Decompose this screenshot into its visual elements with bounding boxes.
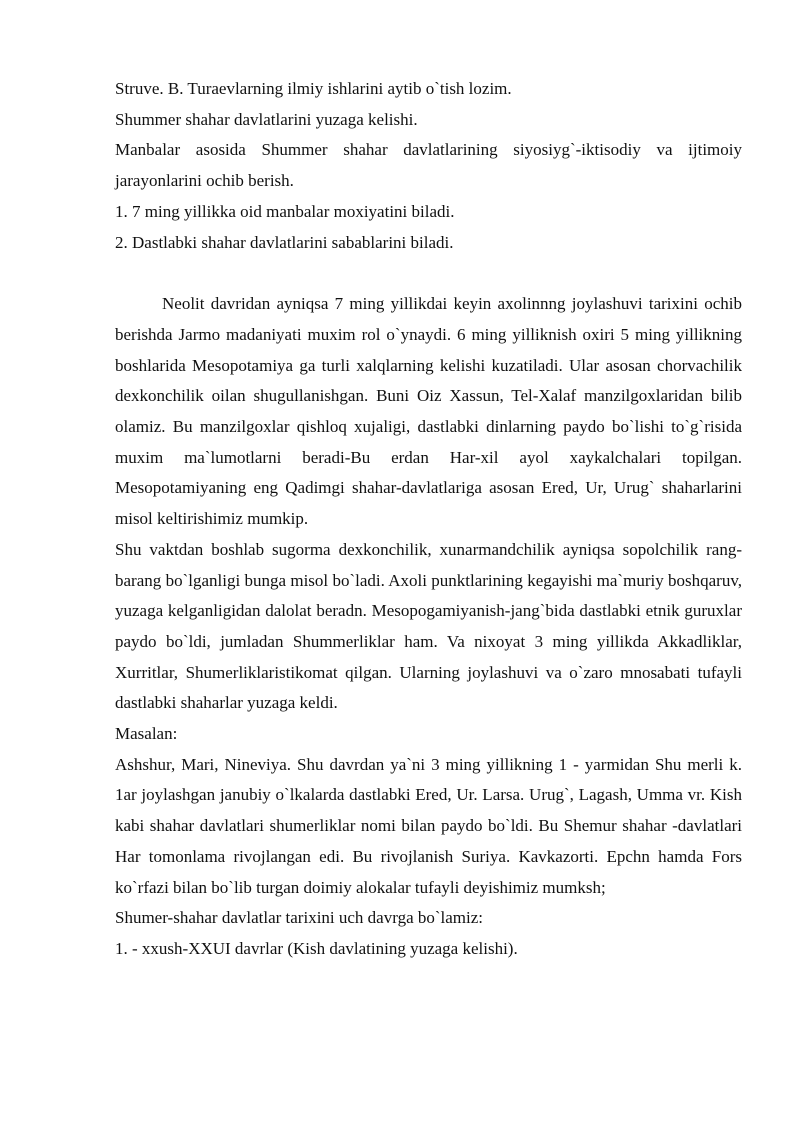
subtitle-line: Shummer shahar davlatlarini yuzaga kelishi. bbox=[115, 109, 418, 129]
body-line: Masalan: bbox=[115, 724, 178, 744]
text-line: Struve. B. Turaevlarning ilmiy ishlarini aytib o`tish lozim. bbox=[115, 79, 512, 98]
list-item: 2. Dastlabki shahar davlatlarini sabablarini biladi. bbox=[115, 232, 454, 252]
document-page bbox=[115, 74, 742, 965]
objective-paragraph: Manbalar asosida Shummer shahar davlatlarining siyosiyg`-iktisodiy va ijtimoiy jarayonlarini ochib berish. bbox=[115, 140, 742, 191]
body-paragraph: Neolit davridan ayniqsa 7 ming yillikdai keyin axolinnng joylashuvi tarixini ochib berishda Jarmo madaniyati muxim rol o`ynaydi. 6 ming yilliknish oxiri 5 ming yillikning boshlarida Mesopotamiya ga turli xalqlarning kelishi kuzatiladi. Ular asosan chorvachilik dexkonchilik oilan shugullanishgan. Buni Oiz Xassun, Tel-Xalaf manzilgoxlaridan bilib olamiz. Bu manzilgoxlar qishloq xujaligi, dastlabki dinlarning paydo bo`lishi to`g`risida muxim ma`lumotlarni beradi-Bu erdan Har-xil ayol xaykalchalari topilgan. Mesopotamiyaning eng Qadimgi shahar-davlatlariga asosan Ered, Ur, Urug` shaharlarini misol keltirishimiz mumkip. bbox=[115, 294, 742, 529]
list-item: 1. - xxush-XXUI davrlar (Kish davlatining yuzaga kelishi). bbox=[115, 938, 518, 958]
body-line: Shumer-shahar davlatlar tarixini uch davrga bo`lamiz: bbox=[115, 908, 484, 928]
body-paragraph: Shu vaktdan boshlab sugorma dexkonchilik, xunarmandchilik ayniqsa sopolchilik rang-barang bo`lganligi bunga misol bo`ladi. Axoli punktlarining kegayishi ma`muriy boshqaruv, yuzaga kelganligidan dalolat beradn. Mesopogamiyanish-jang`bida dastlabki etnik guruxlar paydo bo`ldi, jumladan Shummerliklar ham. Va nixoyat 3 ming yillikda Akkadliklar, Xurritlar, Shumerliklaristikomat qilgan. Ularning joylashuvi va o`zaro mnosabati tufayli dastlabki shaharlar yuzaga keldi. bbox=[115, 539, 742, 713]
blank-line bbox=[115, 258, 742, 289]
list-item: 1. 7 ming yillikka oid manbalar moxiyatini biladi. bbox=[115, 201, 455, 221]
body-paragraph: Ashshur, Mari, Nineviya. Shu davrdan ya`ni 3 ming yillikning 1 - yarmidan Shu merli k. 1ar joylashgan janubiy o`lkalarda dastlabki Ered, Ur. Larsa. Urug`, Lagash, Umma vr. Kish kabi shahar davlatlari shumerliklar nomi bilan paydo bo`ldi. Bu Shemur shahar -davlatlari Har tomonlama rivojlangan edi. Bu rivojlanish Suriya. Kavkazorti. Epchn hamda Fors ko`rfazi bilan bo`lib turgan doimiy alokalar tufayli deyishimiz mumksh; bbox=[115, 754, 742, 897]
